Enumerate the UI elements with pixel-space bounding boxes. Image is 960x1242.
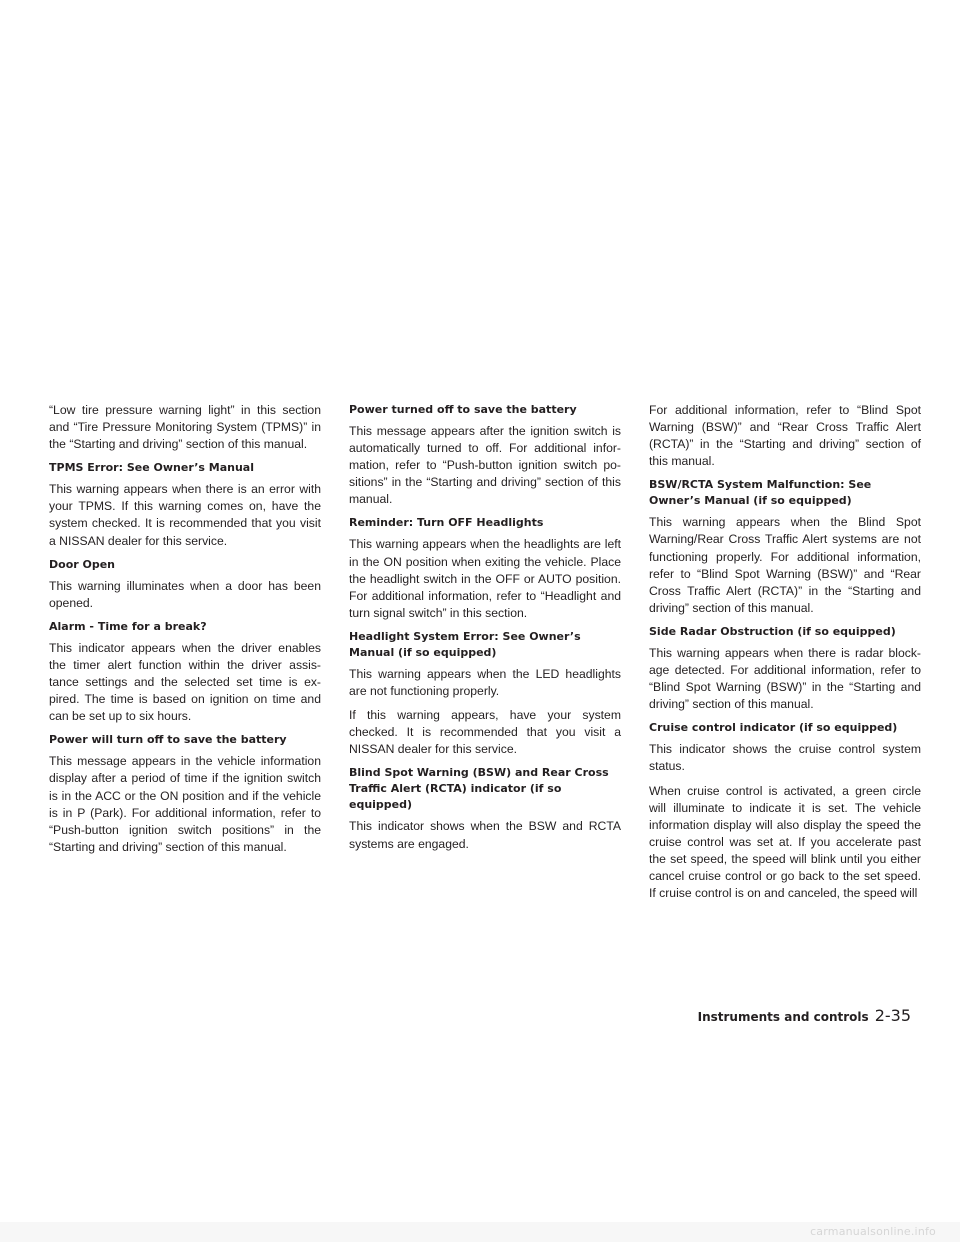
watermark-bar (0, 1222, 960, 1242)
section-heading: Reminder: Turn OFF Headlights (349, 516, 544, 530)
body-paragraph: This warning appears when there is an error with your TPMS. If this warning comes on, have the system checked. It is recommended that you visit a NISSAN dealer for this service. (49, 482, 321, 548)
body-paragraph: If this warning appears, have your system checked. It is recommended that you visit a NISSAN dealer for this service. (349, 708, 621, 757)
section-heading: Door Open (49, 557, 116, 571)
body-paragraph: This message appears after the ignition switch is automatically turned to off. For additional infor- mation, refer to “Push-button ignition switch po- sitions” in the “Starting and driving” section of this manual. (349, 424, 621, 507)
body-paragraph: This warning appears when there is radar block- age detected. For additional information, refer to “Blind Spot Warning (BSW)” in the “Starting and driving” section of this manual. (649, 645, 921, 712)
section-heading: Headlight System Error: See Owner’s Manual (if so equipped) (349, 629, 581, 659)
body-paragraph: This warning illuminates when a door has been opened. (49, 578, 321, 610)
section-heading: Power turned off to save the battery (349, 403, 577, 416)
text-column-2 (349, 402, 621, 860)
section-heading: Power will turn off to save the battery (49, 733, 287, 747)
section-heading: BSW/RCTA System Malfunction: See Owner’s Manual (if so equipped) (649, 478, 872, 508)
text-column-3 (649, 402, 921, 909)
section-heading: Cruise control indicator (if so equipped) (649, 721, 898, 735)
page-footer (698, 1006, 911, 1025)
body-paragraph: “Low tire pressure warning light” in this section and “Tire Pressure Monitoring System (TPMS)” in the “Starting and driving” section of this manual. (49, 403, 321, 452)
section-heading: Side Radar Obstruction (if so equipped) (649, 624, 896, 638)
section-heading: Blind Spot Warning (BSW) and Rear Cross Traffic Alert (RCTA) indicator (if so equipped) (349, 766, 609, 812)
body-paragraph: This message appears in the vehicle information display after a period of time if the ignition switch is in the ACC or the ON position and if the vehicle is in P (Park). For additional information, refer to “Push-button ignition switch positions” in the “Starting and driving” section of this manual. (49, 754, 321, 854)
footer-section-title: Instruments and controls (697, 1010, 869, 1024)
body-paragraph: This warning appears when the Blind Spot Warning/Rear Cross Traffic Alert systems are not functioning properly. For additional information, refer to “Blind Spot Warning (BSW)” and “Rear Cross Traffic Alert (RCTA)” in the “Starting and driving” section of this manual. (649, 515, 921, 615)
body-paragraph: This indicator shows when the BSW and RCTA systems are engaged. (349, 819, 621, 851)
section-heading: TPMS Error: See Owner’s Manual (49, 461, 254, 475)
text-column-1 (49, 402, 321, 863)
section-heading: Alarm - Time for a break? (49, 619, 207, 633)
body-paragraph: For additional information, refer to “Blind Spot Warning (BSW)” and “Rear Cross Traffic Alert (RCTA)” in the “Starting and driving” section of this manual. (649, 403, 921, 469)
body-paragraph: This warning appears when the LED headlights are not functioning properly. (349, 666, 621, 699)
body-paragraph: When cruise control is activated, a green circle will illuminate to indicate it is set. The vehicle information display will also display the speed the cruise control was set at. If you accelerate past the set speed, the speed will blink until you either cancel cruise control or go back to the set speed. If cruise control is on and canceled, the speed will (649, 783, 921, 901)
page-number: 2-35 (874, 1006, 911, 1025)
watermark-text: carmanualsonline.info (810, 1225, 936, 1238)
body-paragraph: This indicator shows the cruise control system status. (649, 742, 921, 774)
body-paragraph: This indicator appears when the driver enables the timer alert function within the driver assis- tance settings and the selected set time is ex- pired. The time is based on ignition on time and can be set up to six hours. (49, 640, 321, 724)
body-paragraph: This warning appears when the headlights are left in the ON position when exiting the vehicle. Place the headlight switch in the OFF or AUTO position. For additional information, refer to “Headlight and turn signal switch” in this section. (349, 537, 621, 620)
